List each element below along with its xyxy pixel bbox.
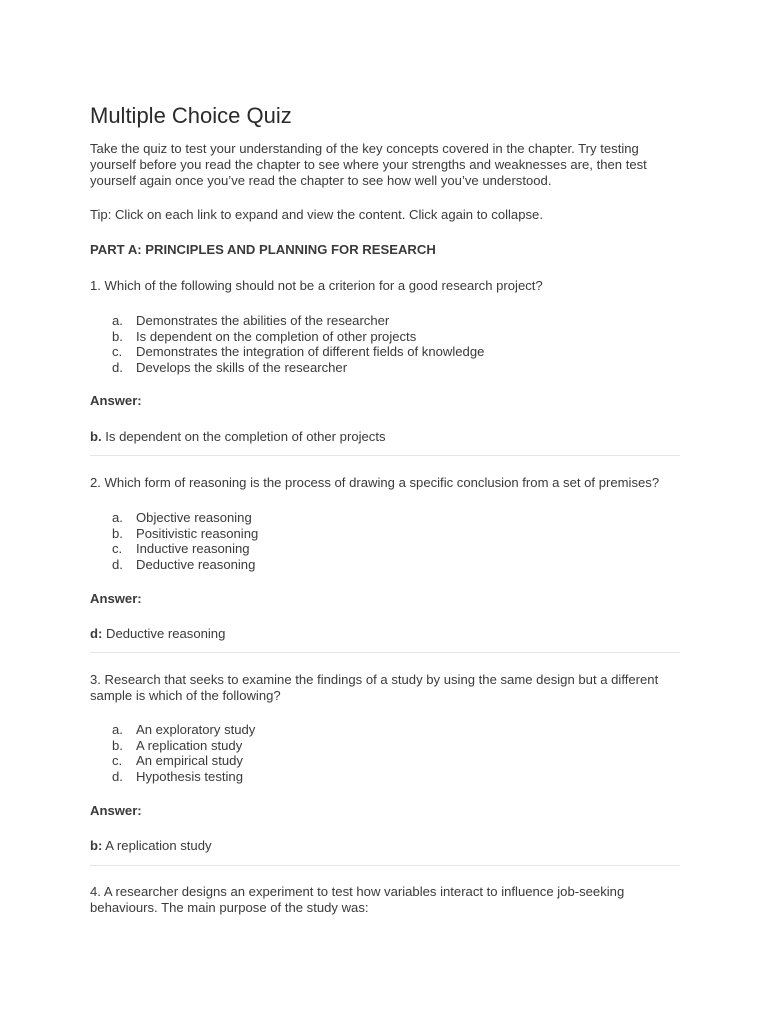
answer-value: A replication study	[102, 838, 212, 853]
option-item	[112, 510, 672, 526]
option-item	[112, 722, 672, 738]
question-3-options	[112, 722, 672, 784]
question-text: 4. A researcher designs an experiment to test how variables interact to influence job-seeking behaviours. The main purpose of the study was:	[90, 884, 625, 915]
answer-letter: d:	[90, 626, 103, 641]
answer-letter: b:	[90, 838, 103, 853]
option-letter: c.	[112, 344, 123, 359]
option-letter: b.	[112, 328, 123, 344]
answer-text	[90, 838, 212, 854]
question-2	[90, 475, 680, 491]
answer-value: Deductive reasoning	[102, 626, 226, 641]
option-letter: b.	[112, 737, 123, 753]
option-text: Is dependent on the completion of other projects	[136, 328, 417, 344]
option-text: Objective reasoning	[136, 510, 252, 525]
option-text: A replication study	[136, 737, 243, 753]
option-letter: d.	[112, 359, 123, 375]
answer-label: Answer:	[90, 393, 142, 408]
option-text: Positivistic reasoning	[136, 525, 259, 541]
question-3	[90, 672, 680, 704]
option-text: An empirical study	[136, 753, 243, 768]
divider	[90, 652, 680, 653]
question-1	[90, 278, 680, 294]
question-2-options	[112, 510, 672, 572]
divider	[90, 455, 680, 456]
option-text: Deductive reasoning	[136, 556, 256, 572]
option-item	[112, 769, 672, 785]
divider	[90, 865, 680, 866]
answer-text	[90, 429, 386, 445]
intro-paragraph: Take the quiz to test your understanding of the key concepts covered in the chapter. Try testing yourself before you read the chapter to see where your strengths and weaknesses are, then test yourself again once you’ve read the chapter to see how well you’ve understood.	[90, 141, 647, 188]
option-text: Hypothesis testing	[136, 768, 243, 784]
page-title: Multiple Choice Quiz	[90, 103, 292, 128]
option-item	[112, 753, 672, 769]
option-letter: c.	[112, 541, 123, 556]
question-text: 3. Research that seeks to examine the findings of a study by using the same design but a different sample is which of the following?	[90, 672, 659, 703]
question-text: 2. Which form of reasoning is the process of drawing a specific conclusion from a set of premises?	[90, 475, 660, 490]
option-item	[112, 344, 672, 360]
option-letter: c.	[112, 753, 123, 768]
option-item	[112, 329, 672, 345]
option-item	[112, 541, 672, 557]
option-letter: a.	[112, 510, 123, 525]
option-text: Demonstrates the abilities of the researcher	[136, 313, 390, 328]
option-item	[112, 526, 672, 542]
section-heading: PART A: PRINCIPLES AND PLANNING FOR RESEARCH	[90, 242, 436, 257]
option-item	[112, 557, 672, 573]
answer-value: Is dependent on the completion of other projects	[101, 429, 386, 444]
option-text: An exploratory study	[136, 722, 256, 737]
option-letter: a.	[112, 313, 123, 328]
option-text: Inductive reasoning	[136, 541, 250, 556]
option-item	[112, 360, 672, 376]
option-text: Demonstrates the integration of different fields of knowledge	[136, 344, 485, 359]
answer-label: Answer:	[90, 803, 142, 818]
answer-text	[90, 626, 225, 642]
question-text: 1. Which of the following should not be a criterion for a good research project?	[90, 278, 543, 293]
answer-letter: b.	[90, 429, 102, 444]
option-text: Develops the skills of the researcher	[136, 359, 348, 375]
option-letter: a.	[112, 722, 123, 737]
option-letter: b.	[112, 525, 123, 541]
option-letter: d.	[112, 768, 123, 784]
option-item	[112, 313, 672, 329]
question-4	[90, 884, 680, 916]
option-item	[112, 738, 672, 754]
question-1-options	[112, 313, 672, 375]
option-letter: d.	[112, 556, 123, 572]
tip-paragraph: Tip: Click on each link to expand and view the content. Click again to collapse.	[90, 207, 543, 222]
answer-label: Answer:	[90, 591, 142, 606]
